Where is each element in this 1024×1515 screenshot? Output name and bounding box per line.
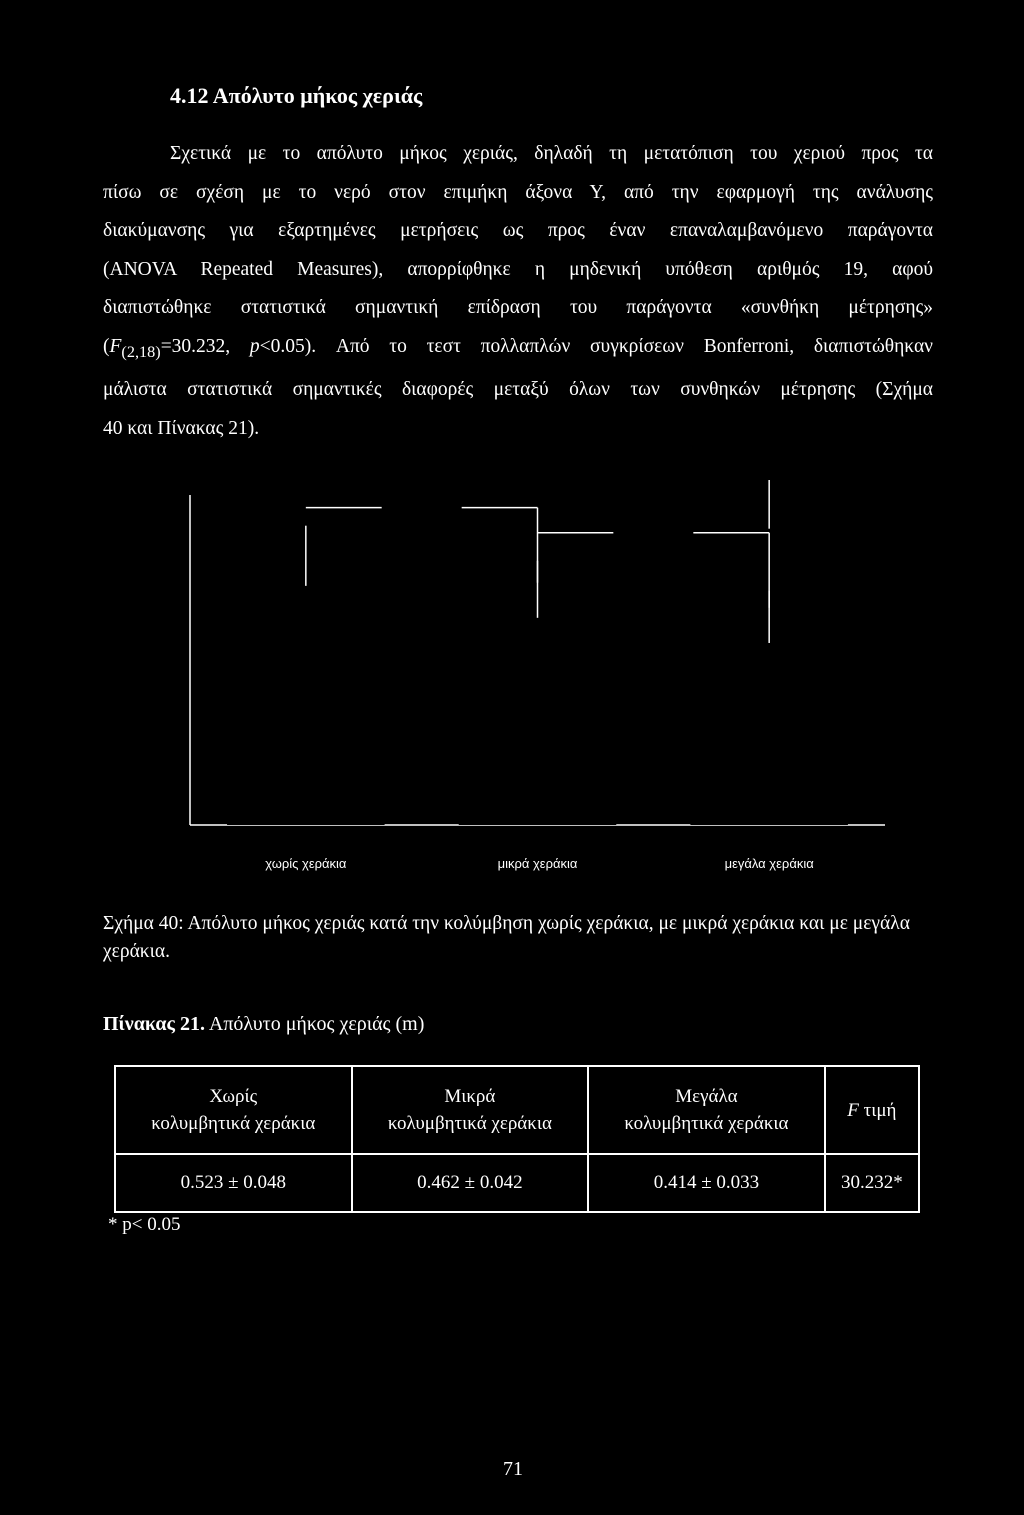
body-paragraph [103,135,933,449]
table-row [115,1154,919,1212]
paragraph-line: πίσω σε σχέση με το νερό στον επιμήκη άξονα Υ, από την εφαρμογή της ανάλυσης [103,181,933,203]
paragraph-line: μάλιστα στατιστικά σημαντικές διαφορές μεταξύ όλων των συνθηκών μέτρησης (Σχήμα [103,379,933,401]
table-footnote: * p< 0.05 [108,1214,181,1235]
results-table [114,1065,920,1213]
value-cell: 0.523 ± 0.048 [115,1154,352,1212]
section-heading: 4.12 Απόλυτο μήκος χεριάς [170,83,423,108]
header-cell: Χωρίς κολυμβητικά χεράκια [115,1066,352,1154]
x-tick-label: χωρίς χεράκια [265,856,347,871]
stat-p-value: <0.05). [259,335,336,357]
value-cell: 0.462 ± 0.042 [352,1154,589,1212]
paragraph-line-tail: Από το τεστ πολλαπλών συγκρίσεων Bonferroni, διαπιστώθηκαν [335,335,933,357]
paragraph-line: διαπιστώθηκε στατιστικά σημαντική επίδραση του παράγοντα «συνθήκη μέτρησης» [103,297,933,319]
header-cell: Μικρά κολυμβητικά χεράκια [352,1066,589,1154]
bar [227,551,385,825]
page-number: 71 [503,1458,523,1480]
value-cell: 30.232* [825,1154,919,1212]
table-header-row [115,1066,919,1154]
paragraph-line: Σχετικά με το απόλυτο μήκος χεριάς, δηλαδή τη μετατόπιση του χεριού προς τα [170,143,933,164]
stat-p: p [249,335,260,357]
bar [459,583,617,825]
stat-f: F [109,335,122,357]
header-cell: F τιμή [825,1066,919,1154]
bar-chart [0,480,1024,885]
stat-value: =30.232, [160,335,250,357]
x-tick-label: μικρά χεράκια [497,856,578,871]
table-title [103,1013,424,1036]
header-cell: Μεγάλα κολυμβητικά χεράκια [588,1066,825,1154]
x-tick-label: μεγάλα χεράκια [724,856,814,871]
paragraph-line: 40 και Πίνακας 21). [103,418,260,440]
value-cell: 0.414 ± 0.033 [588,1154,825,1212]
table-number: Πίνακας 21. [103,1013,205,1035]
stat-df: (2,18) [121,342,161,361]
figure-caption: Σχήμα 40: Απόλυτο μήκος χεριάς κατά την κολύμβηση χωρίς χεράκια, με μικρά χεράκια και με μεγάλα χεράκια. [103,913,910,962]
table-title-text: Απόλυτο μήκος χεριάς (m) [204,1013,425,1035]
paragraph-line-stats: ($F_{(2,18)}=30.232$, p<0.05). Από το τεστ πολλαπλών συγκρίσεων Bonferroni, διαπιστώθηκαν [103,335,933,361]
paragraph-line: διακύμανσης για εξαρτημένες μετρήσεις ως προς έναν επαναλαμβανόμενο παράγοντα [103,220,933,242]
paragraph-line: (ANOVA Repeated Measures), απορρίφθηκε η μηδενική υπόθεση αριθμός 19, αφού [103,258,933,280]
